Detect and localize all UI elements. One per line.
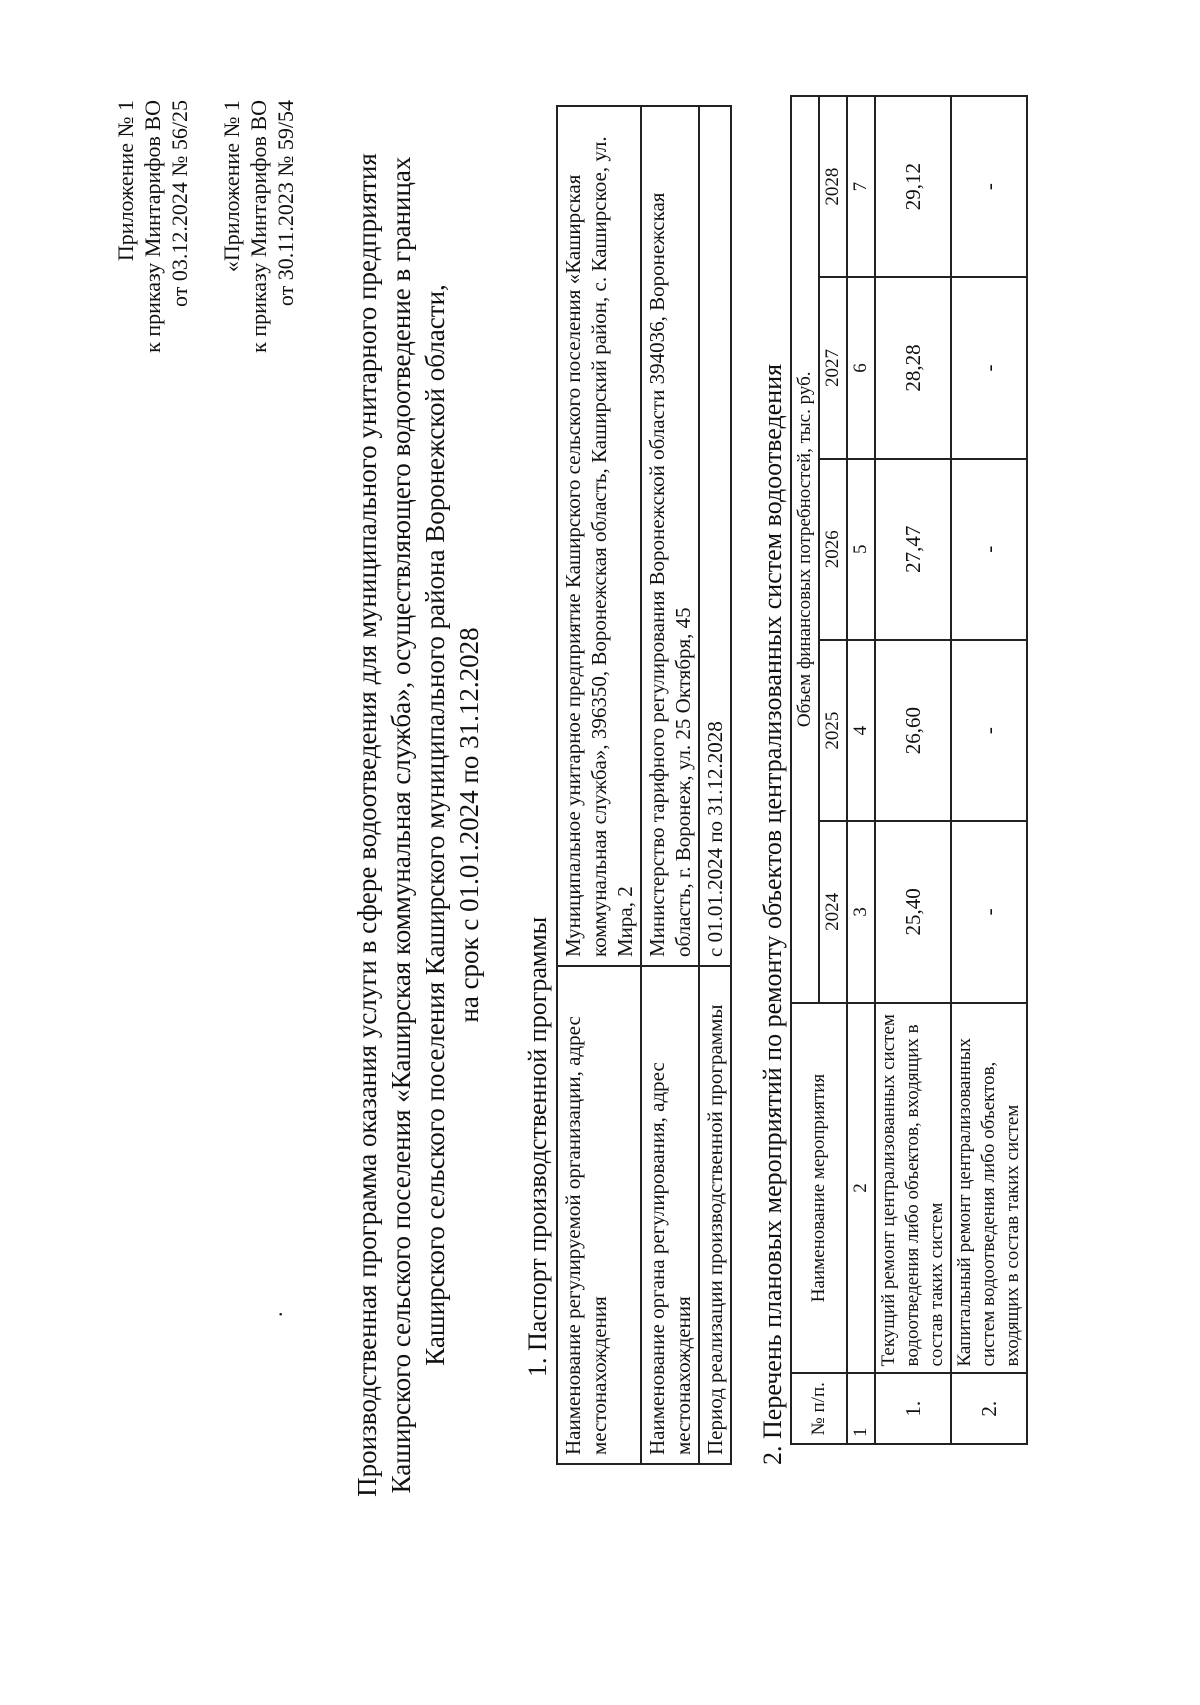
title-line: на срок с 01.01.2024 по 31.12.2028	[454, 627, 484, 1023]
title-line: Каширского сельского поселения «Каширская коммунальная служба», осуществляющего водоотведение в границах	[386, 156, 416, 1494]
stray-mark: .	[262, 1311, 287, 1317]
appendix-line: к приказу Минтарифов ВО	[140, 100, 165, 353]
index-cell: 7	[847, 96, 875, 277]
value-cell: -	[951, 459, 1027, 640]
passport-key: Наименование органа регулирования, адрес местонахождения	[641, 966, 699, 1464]
col-number-header: № п/п.	[791, 1374, 847, 1445]
value-cell: -	[951, 640, 1027, 821]
passport-key: Период реализации производственной программы	[699, 966, 731, 1464]
passport-table	[556, 105, 732, 1465]
value-cell: -	[951, 277, 1027, 458]
measure-name: Текущий ремонт централизованных систем водоотведения либо объектов, входящих в состав таких систем	[875, 1003, 951, 1374]
value-cell: 25,40	[875, 821, 951, 1002]
table-row	[875, 96, 951, 1444]
year-header: 2024	[819, 821, 847, 1002]
index-cell: 4	[847, 640, 875, 821]
col-name-header: Наименование мероприятия	[791, 1003, 847, 1374]
value-cell: -	[951, 96, 1027, 277]
appendix-current	[112, 100, 193, 660]
title-line: Каширского сельского поселения Каширского муниципального района Воронежской области,	[420, 284, 450, 1366]
measures-table	[790, 95, 1028, 1445]
table-header-row	[791, 96, 819, 1444]
appendix-line: Приложение № 1	[113, 100, 138, 262]
table-index-row	[847, 96, 875, 1444]
index-cell: 3	[847, 821, 875, 1002]
measure-name: Капитальный ремонт централизованных систем водоотведения либо объектов, входящих в состав таких систем	[951, 1003, 1027, 1374]
table-row	[699, 106, 731, 1464]
index-cell: 1	[847, 1374, 875, 1445]
passport-value: с 01.01.2024 по 31.12.2028	[699, 106, 731, 966]
value-cell: 26,60	[875, 640, 951, 821]
value-cell: 27,47	[875, 459, 951, 640]
passport-key: Наименование регулируемой организации, адрес местонахождения	[557, 966, 641, 1464]
row-number: 1.	[875, 1374, 951, 1445]
col-group-header: Объем финансовых потребностей, тыс. руб.	[791, 96, 819, 1003]
index-cell: 5	[847, 459, 875, 640]
appendix-line: от 30.11.2023 № 59/54	[273, 100, 298, 307]
table-row	[951, 96, 1027, 1444]
passport-value: Министерство тарифного регулирования Воронежской области 394036, Воронежская область, г. Воронеж, ул. 25 Октября, 45	[641, 106, 699, 966]
year-header: 2025	[819, 640, 847, 821]
passport-value: Муниципальное унитарное предприятие Каширского сельского поселения «Каширская коммунальная служба», 396350, Воронежская область, Каширский район, с. Каширское, ул. Мира, 2	[557, 106, 641, 966]
appendix-line: «Приложение № 1	[219, 100, 244, 273]
passport-heading: 1. Паспорт производственной программы	[523, 916, 552, 1377]
year-header: 2027	[819, 277, 847, 458]
appendix-line: от 03.12.2024 № 56/25	[167, 100, 192, 307]
index-cell: 6	[847, 277, 875, 458]
index-cell: 2	[847, 1003, 875, 1374]
value-cell: 29,12	[875, 96, 951, 277]
document-title	[350, 85, 486, 1565]
value-cell: -	[951, 821, 1027, 1002]
table-row	[557, 106, 641, 1464]
year-header: 2026	[819, 459, 847, 640]
table-row	[641, 106, 699, 1464]
value-cell: 28,28	[875, 277, 951, 458]
row-number: 2.	[951, 1374, 1027, 1445]
title-line: Производственная программа оказания услуги в сфере водоотведения для муниципального унитарного предприятия	[352, 153, 382, 1497]
measures-heading: 2. Перечень плановых мероприятий по ремонту объектов централизованных систем водоотведения	[758, 363, 787, 1465]
appendix-line: к приказу Минтарифов ВО	[246, 100, 271, 353]
year-header: 2028	[819, 96, 847, 277]
appendix-previous	[218, 100, 299, 660]
